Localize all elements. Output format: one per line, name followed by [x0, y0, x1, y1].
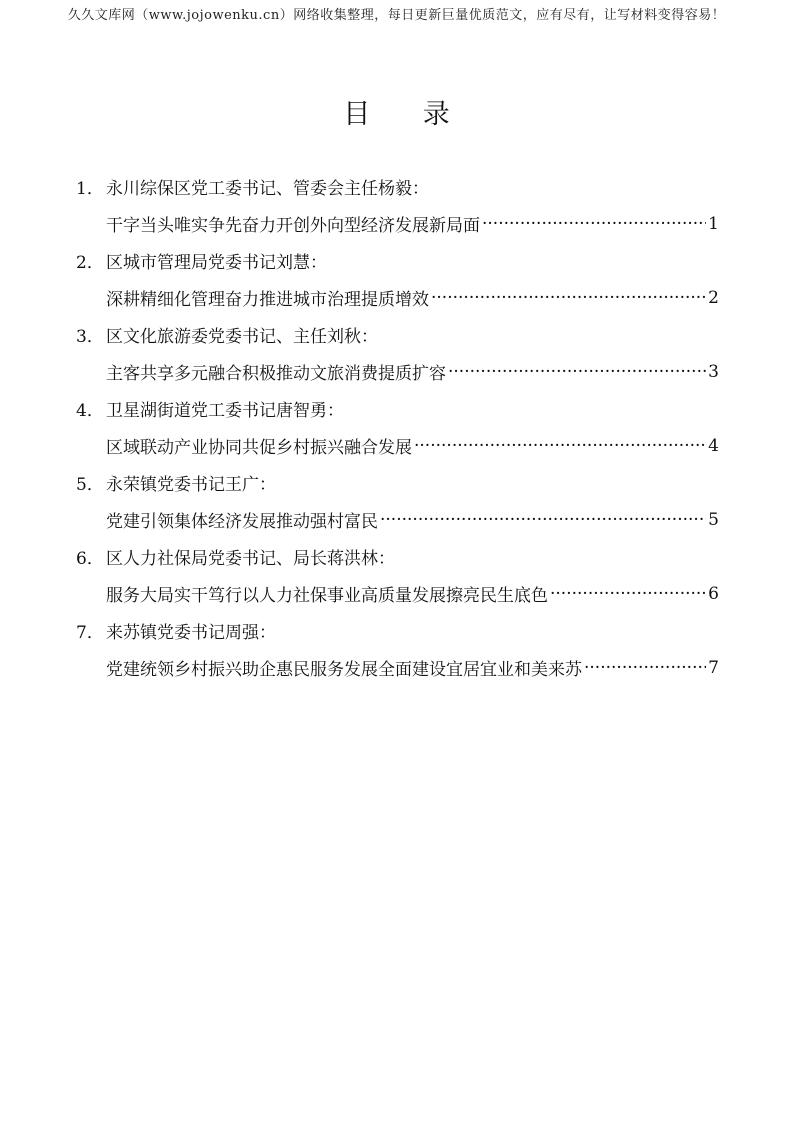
toc-entry-title: 党建统领乡村振兴助企惠民服务发展全面建设宜居宜业和美来苏 [106, 660, 582, 680]
toc-dot-leader [431, 288, 706, 308]
table-of-contents [76, 168, 719, 686]
toc-entry-link[interactable] [76, 649, 719, 686]
toc-dot-leader [584, 658, 706, 678]
toc-entry-heading [76, 316, 719, 353]
toc-entry-author: 卫星湖街道党工委书记唐智勇： [106, 401, 344, 421]
toc-entry-5 [76, 464, 719, 538]
toc-entry-1 [76, 168, 719, 242]
toc-entry-number: 3． [76, 327, 104, 347]
toc-entry-number: 4． [76, 401, 104, 421]
toc-entry-author: 来苏镇党委书记周强： [106, 623, 276, 643]
toc-entry-heading [76, 464, 719, 501]
toc-entry-number: 7． [76, 623, 104, 643]
toc-dot-leader [482, 214, 706, 234]
toc-dot-leader [550, 584, 706, 604]
toc-dot-leader [414, 436, 706, 456]
toc-entry-link[interactable] [76, 427, 719, 464]
toc-entry-link[interactable] [76, 353, 719, 390]
toc-entry-title: 服务大局实干笃行以人力社保事业高质量发展擦亮民生底色 [106, 586, 548, 606]
toc-entry-heading [76, 168, 719, 205]
toc-entry-link[interactable] [76, 575, 719, 612]
toc-entry-4 [76, 390, 719, 464]
page-header-notice: 久久文库网（www.jojowenku.cn）网络收集整理，每日更新巨量优质范文，应有尽有，让写材料变得容易！ [67, 8, 726, 23]
toc-page-number: 2 [708, 287, 719, 308]
toc-page-number: 4 [708, 435, 719, 456]
toc-entry-3 [76, 316, 719, 390]
toc-entry-title: 主客共享多元融合积极推动文旅消费提质扩容 [106, 364, 446, 384]
toc-page-number: 1 [708, 213, 719, 234]
toc-entry-number: 2． [76, 253, 104, 273]
page-title: 目 录 [343, 99, 472, 130]
toc-page-number: 5 [708, 509, 719, 530]
toc-entry-number: 5． [76, 475, 104, 495]
toc-entry-link[interactable] [76, 501, 719, 538]
toc-entry-heading [76, 390, 719, 427]
toc-entry-link[interactable] [76, 205, 719, 242]
toc-entry-number: 1． [76, 179, 104, 199]
toc-entry-6 [76, 538, 719, 612]
toc-entry-2 [76, 242, 719, 316]
toc-page-number: 3 [708, 361, 719, 382]
toc-entry-title: 党建引领集体经济发展推动强村富民 [106, 512, 378, 532]
toc-entry-author: 区城市管理局党委书记刘慧： [106, 253, 327, 273]
toc-entry-heading [76, 612, 719, 649]
toc-entry-number: 6． [76, 549, 104, 569]
toc-entry-title: 干字当头唯实争先奋力开创外向型经济发展新局面 [106, 216, 480, 236]
toc-entry-title: 区域联动产业协同共促乡村振兴融合发展 [106, 438, 412, 458]
toc-entry-title: 深耕精细化管理奋力推进城市治理提质增效 [106, 290, 429, 310]
toc-page-number: 7 [708, 657, 719, 678]
toc-page-number: 6 [708, 583, 719, 604]
toc-dot-leader [448, 362, 706, 382]
toc-entry-author: 永川综保区党工委书记、管委会主任杨毅： [106, 179, 429, 199]
toc-entry-7 [76, 612, 719, 686]
toc-entry-author: 区文化旅游委党委书记、主任刘秋： [106, 327, 378, 347]
toc-entry-author: 区人力社保局党委书记、局长蒋洪林： [106, 549, 395, 569]
toc-dot-leader [380, 510, 706, 530]
toc-entry-heading [76, 538, 719, 575]
toc-entry-author: 永荣镇党委书记王广： [106, 475, 276, 495]
toc-entry-heading [76, 242, 719, 279]
toc-entry-link[interactable] [76, 279, 719, 316]
